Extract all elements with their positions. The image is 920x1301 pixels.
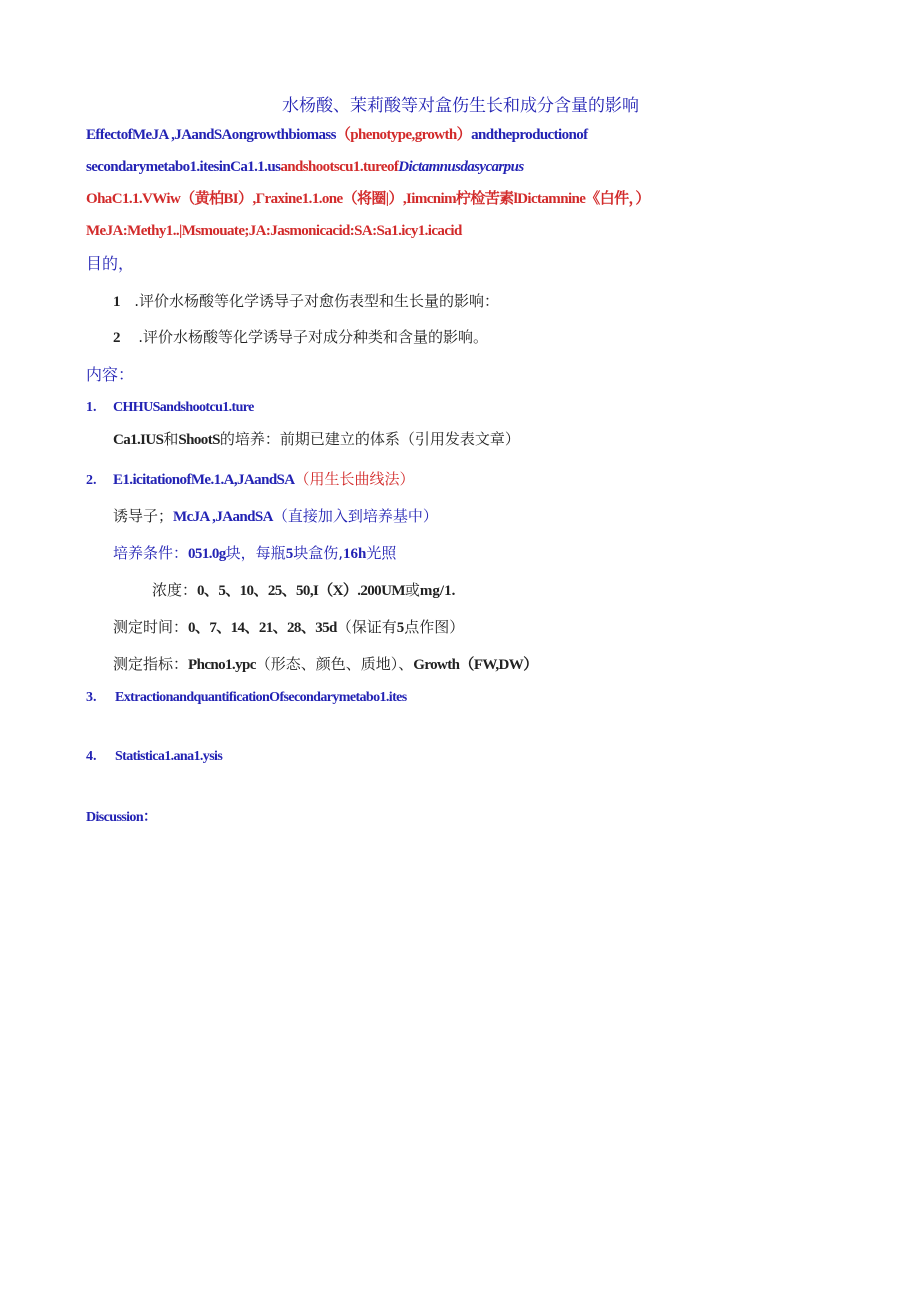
time-values: 0、7、14、21、28、35d bbox=[188, 620, 337, 636]
measurement-index-line bbox=[113, 657, 538, 673]
or-char: 或 bbox=[404, 581, 420, 599]
phenotype-details: （形态、颜色、质地）、 bbox=[255, 655, 414, 673]
section-1-detail bbox=[113, 432, 520, 448]
inducer-line bbox=[113, 509, 438, 525]
index-label: 测定指标： bbox=[113, 655, 189, 673]
section-2-title bbox=[113, 472, 415, 488]
species-name: Dictamnusdasycarpus bbox=[398, 159, 524, 175]
section-3-title: ExtractionandquantificationOfsecondarymetabo1.ites bbox=[115, 690, 407, 705]
section-4-number: 4. bbox=[86, 749, 97, 764]
conditions-text: 块，每瓶 bbox=[225, 544, 286, 562]
purpose-text: .评价水杨酸等化学诱导子对愈伤表型和生长量的影响： bbox=[134, 292, 500, 310]
callus-label: Ca1.IUS bbox=[113, 432, 164, 448]
section-4-title: Statistica1.ana1.ysis bbox=[115, 749, 223, 764]
section-2-number: 2. bbox=[86, 473, 97, 488]
concentration-values: 0、5、10、25、50,I（X）.200UM bbox=[197, 583, 405, 599]
time-label: 测定时间： bbox=[113, 618, 189, 636]
culture-conditions-line bbox=[113, 546, 396, 562]
purpose-heading: 目的， bbox=[86, 254, 135, 273]
conditions-count: 5 bbox=[285, 546, 294, 562]
english-title-part: secondarymetabo1.itesinCa1.1.us bbox=[86, 159, 281, 175]
conditions-label: 培养条件： bbox=[113, 544, 189, 562]
english-title-line-1 bbox=[86, 128, 588, 143]
phenotype-label: Phcno1.ypc bbox=[188, 657, 256, 673]
shoots-label: ShootS bbox=[178, 432, 220, 448]
inducer-names: McJA ,JAandSA bbox=[173, 509, 273, 525]
and-char: 和 bbox=[163, 430, 179, 448]
purpose-number: 2 bbox=[113, 330, 121, 346]
section-1-title: CHHUSandshootcu1.ture bbox=[113, 400, 254, 415]
english-title-phenotype: （phenotype,growth） bbox=[335, 127, 472, 143]
time-note: 点作图） bbox=[404, 618, 465, 636]
elicitation-title: E1.icitationofMe.1.A,JAandSA bbox=[113, 472, 295, 488]
abbreviation-line: MeJA:Methy1..|Msmouate;JA:Jasmonicacid:SA:Sa1.icy1.icacid bbox=[86, 223, 462, 239]
conditions-weight: 051.0g bbox=[188, 546, 226, 562]
conditions-hours: 16h bbox=[342, 546, 367, 562]
inducer-note: （直接加入到培养基中） bbox=[272, 507, 438, 525]
growth-label: Growth（FW,DW） bbox=[413, 657, 538, 673]
conditions-text: 块盒伤, bbox=[293, 544, 343, 562]
culture-description: 的培养：前期已建立的体系（引用发表文章） bbox=[219, 430, 520, 448]
purpose-item-1 bbox=[113, 294, 499, 310]
time-points: 5 bbox=[396, 620, 405, 636]
concentration-label: 浓度： bbox=[152, 581, 198, 599]
compounds-line: OhaC1.1.VWiw（黄柏BI）,Γraxine1.1.one（将圈|）,Iimcnim柠检苦素lDictamnine《白件，） bbox=[86, 191, 650, 207]
content-heading: 内容： bbox=[86, 365, 135, 384]
section-1-number: 1. bbox=[86, 400, 97, 415]
concentration-line bbox=[152, 583, 455, 599]
english-title-line-2 bbox=[86, 160, 524, 175]
english-title-shoots: andshootscu1.tureof bbox=[280, 159, 399, 175]
document-title: 水杨酸、茉莉酸等对盒伤生长和成分含量的影响 bbox=[282, 96, 639, 116]
inducer-label: 诱导子； bbox=[113, 507, 174, 525]
english-title-part: EffectofMeJA ,JAandSAongrowthbiomass bbox=[86, 127, 336, 143]
english-title-part: andtheproductionof bbox=[471, 127, 588, 143]
discussion-heading: Discussion： bbox=[86, 810, 157, 825]
concentration-unit: mg/1. bbox=[419, 583, 456, 599]
purpose-item-2 bbox=[113, 330, 488, 346]
growth-curve-method: （用生长曲线法） bbox=[294, 470, 415, 488]
time-note: （保证有 bbox=[336, 618, 397, 636]
conditions-text: 光照 bbox=[366, 544, 397, 562]
measurement-time-line bbox=[113, 620, 464, 636]
section-3-number: 3. bbox=[86, 690, 97, 705]
purpose-text: .评价水杨酸等化学诱导子对成分种类和含量的影响。 bbox=[138, 328, 489, 346]
purpose-number: 1 bbox=[113, 294, 121, 310]
